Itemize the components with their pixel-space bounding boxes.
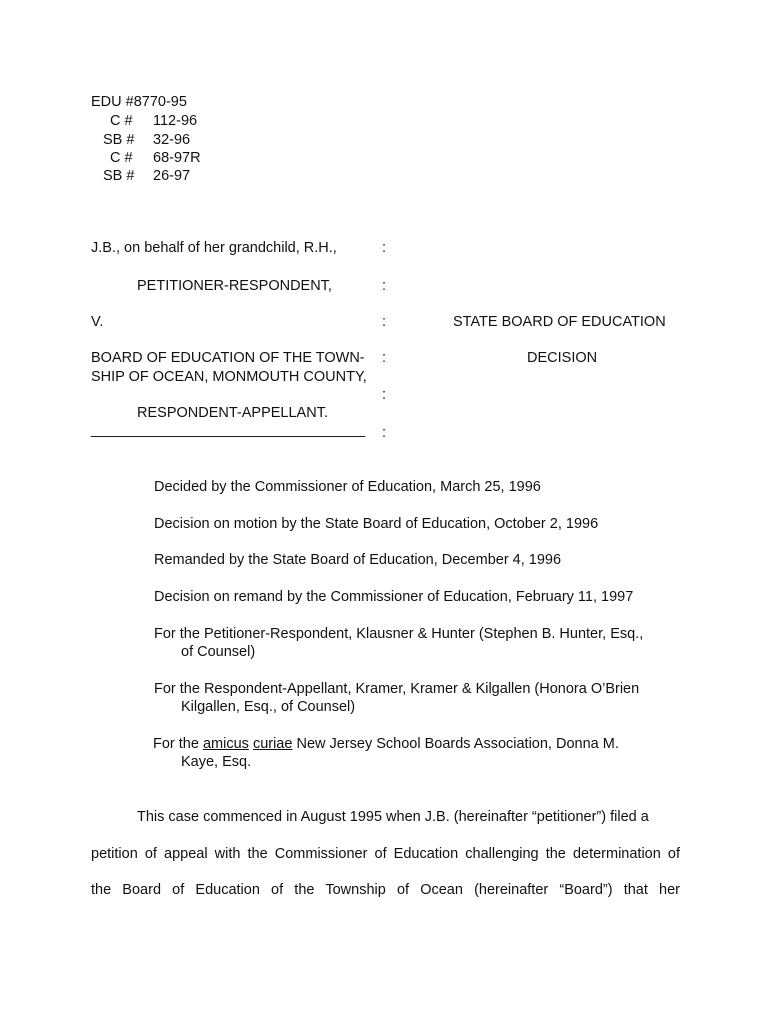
caption-underline: __________________________________ [91, 422, 366, 438]
body-line3: the Board of Education of the Township of Ocean (hereinafter “Board”) that her [91, 882, 680, 898]
history-remand-decision: Decision on remand by the Commissioner of Education, February 11, 1997 [154, 589, 634, 605]
docket-edu-number: EDU #8770-95 [91, 94, 187, 110]
counsel-amicus-line2: Kaye, Esq. [181, 754, 252, 770]
docket-value: 112-96 [153, 113, 198, 129]
caption-colon: : [382, 425, 387, 441]
history-motion-decision: Decision on motion by the State Board of Education, October 2, 1996 [154, 516, 599, 532]
amicus-rest: New Jersey School Boards Association, Donna M. [296, 736, 619, 752]
counsel-petitioner-line2: of Counsel) [181, 644, 256, 660]
docket-prefix: C # [110, 113, 133, 129]
caption-decision: DECISION [527, 350, 598, 366]
history-commissioner-decision: Decided by the Commissioner of Education, March 25, 1996 [154, 479, 541, 495]
amicus-for: For the [153, 736, 199, 752]
counsel-respondent-line1: For the Respondent-Appellant, Kramer, Kramer & Kilgallen (Honora O’Brien [154, 681, 640, 697]
caption-versus: V. [91, 314, 104, 330]
docket-prefix: SB # [103, 132, 135, 148]
caption-petitioner-line: J.B., on behalf of her grandchild, R.H., [91, 240, 337, 256]
caption-colon: : [382, 350, 387, 366]
docket-prefix: C # [110, 150, 133, 166]
body-line1: This case commenced in August 1995 when J.B. (hereinafter “petitioner”) filed a [137, 809, 649, 825]
amicus-word: amicus [202, 736, 249, 752]
caption-respondent-line1: BOARD OF EDUCATION OF THE TOWN- [91, 350, 365, 366]
docket-value: 32-96 [153, 132, 191, 148]
curiae-word: curiae [252, 736, 293, 752]
caption-colon: : [382, 278, 387, 294]
caption-tribunal: STATE BOARD OF EDUCATION [453, 314, 666, 330]
counsel-respondent-line2: Kilgallen, Esq., of Counsel) [181, 699, 356, 715]
caption-respondent-role: RESPONDENT-APPELLANT. [137, 405, 328, 421]
caption-petitioner-role: PETITIONER-RESPONDENT, [137, 278, 332, 294]
caption-respondent-line2: SHIP OF OCEAN, MONMOUTH COUNTY, [91, 369, 367, 385]
counsel-amicus-line1 [153, 736, 619, 752]
history-remand: Remanded by the State Board of Education, December 4, 1996 [154, 552, 562, 568]
caption-colon: : [382, 387, 387, 403]
body-line2: petition of appeal with the Commissioner of Education challenging the determination of [91, 846, 680, 862]
docket-prefix: SB # [103, 168, 135, 184]
caption-colon: : [382, 314, 387, 330]
docket-value: 26-97 [153, 168, 191, 184]
counsel-petitioner-line1: For the Petitioner-Respondent, Klausner & Hunter (Stephen B. Hunter, Esq., [154, 626, 644, 642]
docket-value: 68-97R [153, 150, 201, 166]
caption-colon: : [382, 240, 387, 256]
